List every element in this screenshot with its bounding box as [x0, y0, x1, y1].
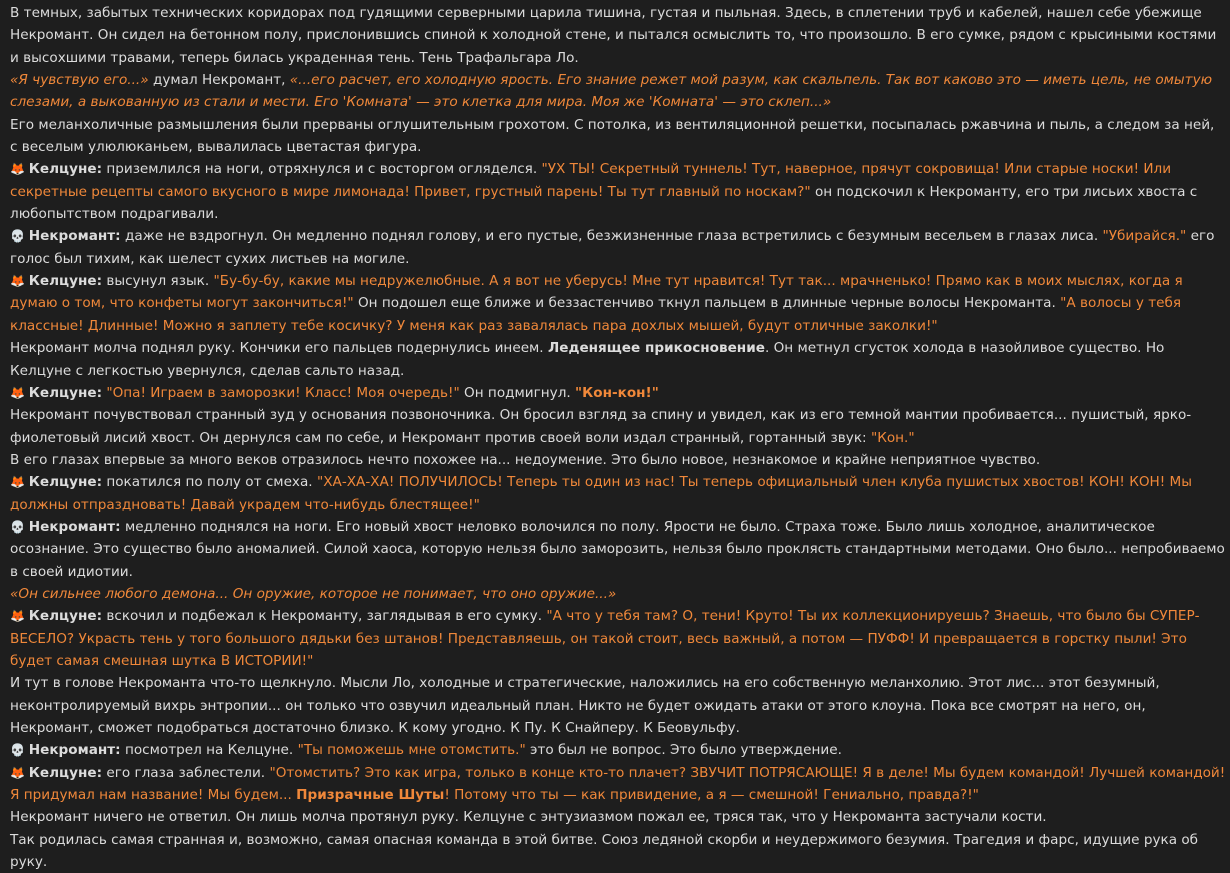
narration-text: посмотрел на Келцуне. [120, 742, 298, 759]
narration-text: В его глазах впервые за много веков отразилось нечто похожее на... недоумение. Это было новое, незнакомое и крайне неприятное чувство. [10, 451, 1041, 468]
narration-text: Его меланхоличные размышления были прерваны оглушительным грохотом. С потолка, из вентиляционной решетки, посыпалась ржавчина и пыль, а следом за ней, с веселым улюлюканьем, вывалилась цветастая фигура. [10, 116, 1215, 156]
speaker-name: Келцуне: [24, 764, 103, 781]
story-paragraph [10, 158, 1226, 225]
skull-icon: 💀 [10, 229, 25, 244]
speaker-name: Некромант: [24, 742, 121, 759]
story-paragraph [10, 382, 1226, 404]
dialogue-quote: "А волосы у тебя классные! Длинные! Можно я заплету тебе косичку? У меня как раз завалялась пара дохлых мышей, будут отличные заколки!" [10, 295, 1182, 334]
story-paragraph [10, 672, 1226, 739]
narration-text: . Он метнул сгусток холода в назойливое существо. Но Келцуне с легкостью увернулся, сделав сальто назад. [10, 340, 1165, 379]
fox-icon: 🦊 [10, 385, 25, 400]
fox-icon: 🦊 [10, 609, 25, 624]
speaker-name: Некромант: [24, 228, 121, 245]
story-paragraph [10, 225, 1226, 270]
speaker-name: Келцуне: [24, 273, 103, 290]
narration-text: Он подошел еще ближе и беззастенчиво ткнул пальцем в длинные черные волосы Некроманта. [353, 295, 1061, 312]
story-paragraph [10, 516, 1226, 583]
story-paragraph [10, 2, 1226, 69]
dialogue-quote: "ХА-ХА-ХА! ПОЛУЧИЛОСЬ! Теперь ты один из нас! Ты теперь официальный член клуба пушистых хвостов! КОН! КОН! Мы должны отпраздновать! Давай украдем что-нибудь блестящее!" [10, 474, 1193, 513]
dialogue-quote: "А что у тебя там? О, тени! Круто! Ты их коллекционируешь? Знаешь, что было бы СУПЕР-ВЕСЕЛО? Украсть тень у того большого дядьки без штанов! Представляешь, он такой стоит, весь важный, а потом — ПУФФ! И превращается в горстку пыли! Это будет самая смешная шутка В ИСТОРИИ!" [10, 608, 1200, 669]
inner-thought-text: «Я чувствую его...» [10, 72, 149, 89]
story-paragraph [10, 404, 1226, 449]
narration-text: И тут в голове Некроманта что-то щелкнуло. Мысли Ло, холодные и стратегические, наложились на его собственную меланхолию. Этот лис... этот безумный, неконтролируемый вихрь энтропии... он только что озвучил идеальный план. Никто не будет ожидать атаки от этого клоуна. Пока все смотрят на него, он, Некромант, сможет подобраться достаточно близко. К кому угодно. К Пу. К Снайперу. К Беовульфу. [10, 675, 1160, 736]
narration-text: он подскочил к Некроманту, его три лисьих хвоста с любопытством подрагивали. [10, 183, 1198, 223]
narration-text: его глаза заблестели. [102, 764, 270, 781]
emphasized-phrase: "Кон-кон!" [575, 384, 659, 401]
story-paragraph [10, 471, 1226, 516]
dialogue-quote: "Бу-бу-бу, какие мы недружелюбные. А я вот не уберусь! Мне тут нравится! Тут так... мрачненько! Прямо как в моих мыслях, когда я думаю о том, что конфеты могут закончиться!" [10, 273, 1183, 312]
narration-text: вскочил и подбежал к Некроманту, заглядывая в его сумку. [102, 608, 547, 625]
narration-text: Некромант почувствовал странный зуд у основания позвоночника. Он бросил взгляд за спину и увидел, как из его темной мантии пробивается... пушистый, ярко-фиолетовый лисий хвост. Он дернулся сам по себе, и Некромант против своей воли издал странный, гортанный звук: [10, 407, 1192, 446]
dialogue-quote: "Убирайся." [1102, 228, 1187, 245]
narration-text: Он подмигнул. [459, 384, 576, 401]
narration-text: Некромант молча поднял руку. Кончики его пальцев подернулись инеем. [10, 340, 548, 357]
story-paragraph [10, 114, 1226, 159]
dialogue-quote: "Ты поможешь мне отомстить." [297, 742, 526, 759]
inner-thought-text: «Он сильнее любого демона... Он оружие, которое не понимает, что оно оружие...» [10, 585, 617, 602]
narration-text: его голос был тихим, как шелест сухих листьев на могиле. [10, 228, 1215, 267]
narration-text: покатился по полу от смеха. [102, 474, 317, 491]
narration-text: думал Некромант, [148, 72, 290, 89]
skull-icon: 💀 [10, 519, 25, 534]
speaker-name: Келцуне: [24, 608, 103, 625]
narration-text: Так родилась самая странная и, возможно, самая опасная команда в этой битве. Союз ледяной скорби и неудержимого безумия. Трагедия и фарс, идущие рука об руку. [10, 831, 1199, 871]
speaker-name: Келцуне: [24, 384, 103, 401]
narration-text: это был не вопрос. Это было утверждение. [525, 742, 842, 759]
inner-thought-text: «...его расчет, его холодную ярость. Его знание режет мой разум, как скальпель. Так вот каково это — иметь цель, не омытую слезами, а выкованную из стали и мести. Его 'Комната' — это клетка для мира. Моя же 'Комната' — это склеп...» [10, 72, 1213, 111]
fox-icon: 🦊 [10, 162, 25, 177]
narration-text: даже не вздрогнул. Он медленно поднял голову, и его пустые, безжизненные глаза встретились с безумным весельем в глазах лиса. [120, 228, 1103, 245]
story-paragraph [10, 449, 1226, 471]
story-paragraph [10, 739, 1226, 761]
dialogue-quote: "Опа! Играем в заморозки! Класс! Моя очередь!" [106, 384, 460, 401]
story-paragraph [10, 605, 1226, 672]
dialogue-quote: "Кон." [870, 429, 915, 446]
dialogue-quote: "УХ ТЫ! Секретный туннель! Тут, наверное, прячут сокровища! Или старые носки! Или секретные рецепты самого вкусного в мире лимонада! Привет, грустный парень! Ты тут главный по носкам?" [10, 161, 1172, 200]
emphasized-phrase: Призрачные Шуты [296, 787, 445, 804]
speaker-name: Некромант: [24, 518, 121, 535]
story-paragraph [10, 337, 1226, 382]
speaker-name: Леденящее прикосновение [547, 340, 765, 357]
narration-text: В темных, забытых технических коридорах под гудящими серверными царила тишина, густая и пыльная. Здесь, в сплетении труб и кабелей, нашел себе убежище Некромант. Он сидел на бетонном полу, прислонившись спиной к холодной стене, и пытался осмыслить то, что произошло. В его сумке, рядом с крысиными костями и высохшими травами, теперь билась украденная тень. Тень Трафальгара Ло. [10, 5, 1217, 66]
narration-text: медленно поднялся на ноги. Его новый хвост неловко волочился по полу. Ярости не было. Страха тоже. Было лишь холодное, аналитическое осознание. Это существо было аномалией. Силой хаоса, которую нельзя было заморозить, нельзя было проклясть стандартными методами. Оно было... непробиваемо в своей идиотии. [10, 518, 1225, 580]
speaker-name: Келцуне: [24, 474, 103, 491]
story-paragraph [10, 583, 1226, 605]
story-paragraph [10, 270, 1226, 337]
speaker-name: Келцуне: [24, 161, 103, 178]
dialogue-quote: "Отомстить? Это как игра, только в конце кто-то плачет? ЗВУЧИТ ПОТРЯСАЮЩЕ! Я в деле! Мы будем командой! Лучшей командой! Я придумал нам название! Мы будем... [10, 764, 1226, 804]
fox-icon: 🦊 [10, 274, 25, 289]
story-paragraph [10, 806, 1226, 828]
narration-text: высунул язык. [102, 273, 214, 290]
fox-icon: 🦊 [10, 475, 25, 490]
skull-icon: 💀 [10, 743, 25, 758]
fox-icon: 🦊 [10, 765, 25, 780]
narration-text: Некромант ничего не ответил. Он лишь молча протянул руку. Келцуне с энтузиазмом пожал ее, тряся так, что у Некроманта застучали кости. [10, 809, 1047, 826]
story-paragraph [10, 69, 1226, 114]
dialogue-quote: ! Потому что ты — как привидение, а я — смешной! Гениально, правда?!" [444, 787, 979, 804]
story-paragraph [10, 829, 1226, 873]
story-paragraph [10, 762, 1226, 807]
narration-text: приземлился на ноги, отряхнулся и с восторгом огляделся. [102, 161, 542, 178]
